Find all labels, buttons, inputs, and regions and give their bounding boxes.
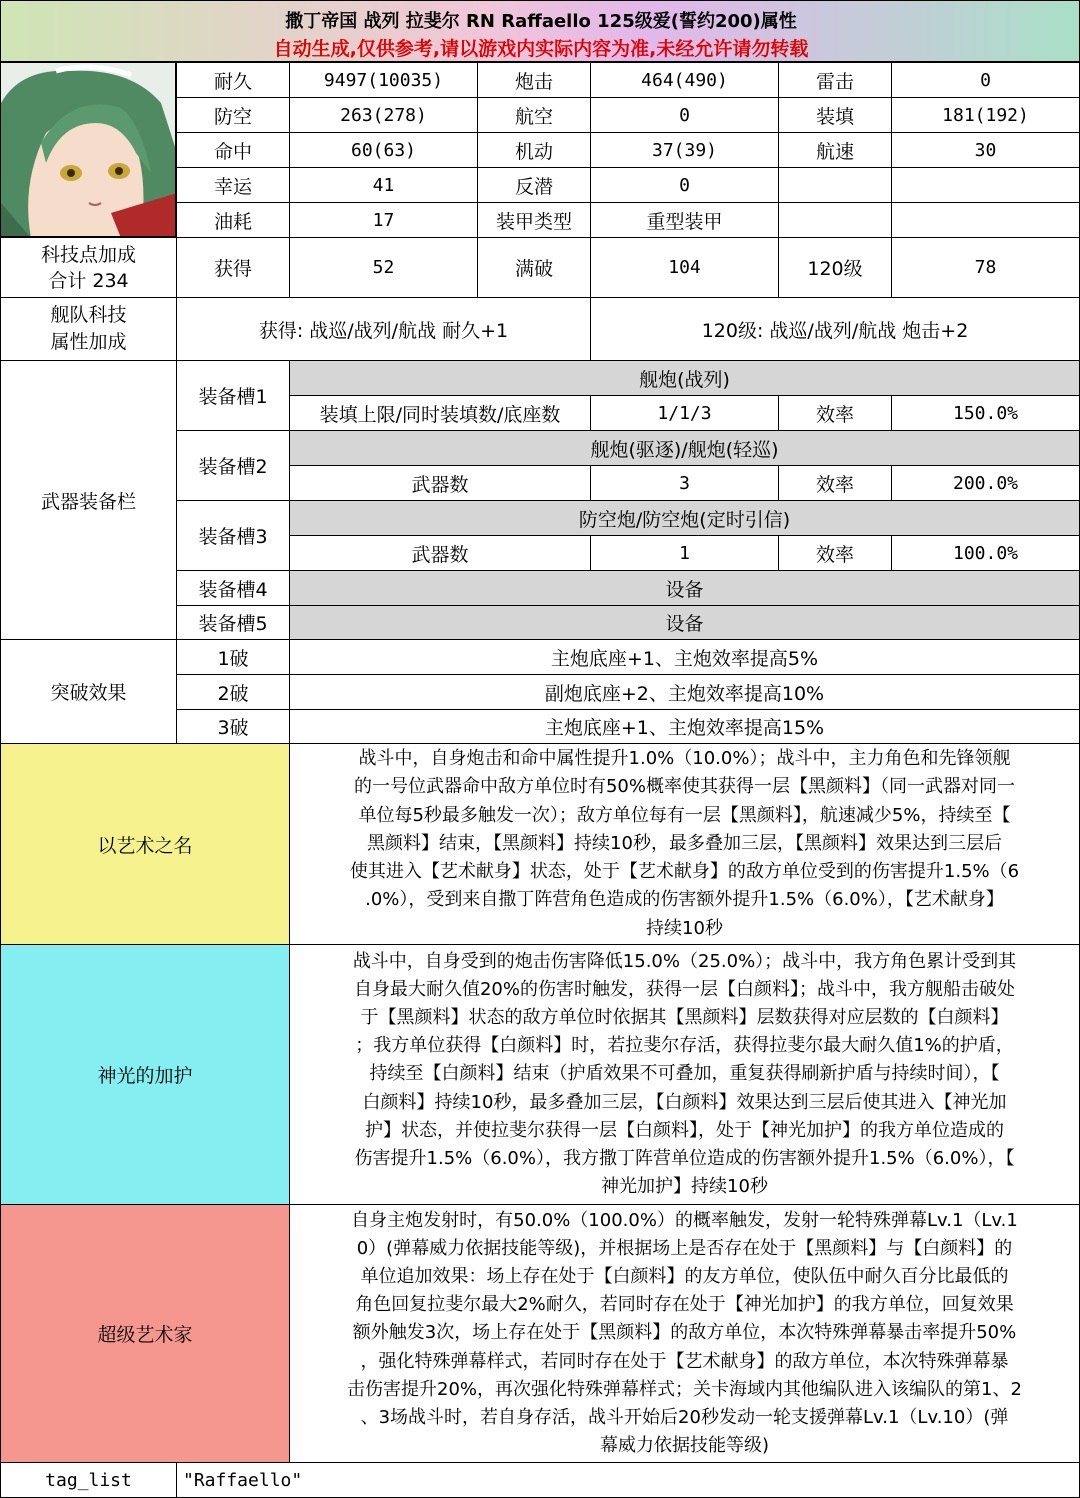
skill-text-line: 击伤害提升20%，再次强化特殊弹幕样式；关卡海域内其他编队进入该编队的第1、2	[347, 1378, 1022, 1400]
stat-row2-label-1: 防空	[176, 97, 290, 133]
slot3-value: 1	[590, 535, 779, 571]
slot4-type: 设备	[289, 570, 1080, 606]
stat-row1-label-3: 雷击	[778, 62, 892, 98]
skill-text-block	[350, 745, 1019, 942]
fleet-tech-level120: 120级: 战巡/战列/航战 炮击+2	[590, 297, 1080, 361]
stat-row5-value-2: 重型装甲	[590, 202, 779, 238]
slot2-efficiency-label: 效率	[778, 465, 892, 501]
slot2-desc: 武器数	[289, 465, 591, 501]
slot5-label: 装备槽5	[176, 605, 290, 640]
slot3-efficiency-label: 效率	[778, 535, 892, 571]
skill-text-line: .0%），受到来自撒丁阵营角色造成的伤害额外提升1.5%（6.0%），【艺术献身】	[365, 889, 1004, 911]
skill-text-line: 于【黑颜料】状态的敌方单位时依据其【黑颜料】层数获得对应层数的【白颜料】	[360, 1006, 1009, 1028]
skill-text-line: 神光加护】持续10秒	[601, 1176, 768, 1198]
stat-row4-label-3	[778, 167, 892, 203]
tag-list-label: tag_list	[0, 1462, 177, 1498]
skill-text-line: 的一号位武器命中敌方单位时有50%概率使其获得一层【黑颜料】（同一武器对同一	[353, 776, 1015, 798]
tech-obtain-value: 52	[289, 237, 478, 298]
stat-row1-label-1: 耐久	[176, 62, 290, 98]
character-portrait	[0, 62, 176, 237]
slot5-type: 设备	[289, 605, 1080, 640]
slot1-efficiency: 150.0%	[891, 395, 1080, 431]
stat-row3-value-2: 37(39)	[590, 132, 779, 168]
slot4-label: 装备槽4	[176, 570, 290, 606]
slot3-efficiency: 100.0%	[891, 535, 1080, 571]
stat-row2-value-1: 263(278)	[289, 97, 478, 133]
skill-text-line: 使其进入【艺术献身】状态，处于【艺术献身】的敌方单位受到的伤害提升1.5%（6	[349, 861, 1020, 883]
tech-points-title: 科技点加成	[40, 243, 136, 266]
stat-row2-value-3: 181(192)	[891, 97, 1080, 133]
slot2-efficiency: 200.0%	[891, 465, 1080, 501]
stat-row4-label-1: 幸运	[176, 167, 290, 203]
stat-row5-label-3	[778, 202, 892, 238]
skill-text-line: 持续至【白颜料】结束（护盾效果不可叠加，重复获得刷新护盾与持续时间），【	[369, 1063, 1000, 1085]
skill-3-description	[289, 1204, 1080, 1463]
slot1-label: 装备槽1	[176, 360, 290, 431]
skill-text-block	[353, 948, 1016, 1202]
tech-level120-value: 78	[891, 237, 1080, 298]
slot3-type: 防空炮/防空炮(定时引信)	[289, 500, 1080, 536]
fleet-tech-label	[0, 297, 177, 361]
skill-2-name: 神光的加护	[0, 944, 290, 1205]
stat-row5-label-1: 油耗	[176, 202, 290, 238]
stat-row2-label-2: 航空	[477, 97, 591, 133]
stat-row5-value-1: 17	[289, 202, 478, 238]
skill-text-line: 、3场战斗时，若自身存活，战斗开始后20秒发动一轮支援弹幕Lv.1（Lv.10）(弹	[360, 1407, 1009, 1428]
stat-row3-label-3: 航速	[778, 132, 892, 168]
breakthrough-effect-2: 副炮底座+2、主炮效率提高10%	[289, 674, 1080, 710]
slot1-value: 1/1/3	[590, 395, 779, 431]
slot3-desc: 武器数	[289, 535, 591, 571]
skill-text-line: 自身最大耐久值20%的伤害时触发，获得一层【白颜料】；战斗中，我方舰船击破处	[353, 978, 1015, 1000]
skill-text-line: 单位每5秒最多触发一次）；敌方单位每有一层【黑颜料】，航速减少5%，持续至【	[358, 804, 1011, 826]
skill-text-line: 角色回复拉斐尔最大2%耐久，若同时存在处于【神光加护】的我方单位，回复效果	[355, 1294, 1014, 1316]
stat-row5-label-2: 装甲类型	[477, 202, 591, 238]
tech-points-total: 合计 234	[48, 269, 129, 292]
stat-row3-value-1: 60(63)	[289, 132, 478, 168]
skill-text-line: 黑颜料】结束，【黑颜料】持续10秒，最多叠加三层，【黑颜料】效果达到三层后	[367, 832, 1002, 854]
skill-text-line: 单位追加效果：场上存在处于【白颜料】的友方单位，使队伍中耐久百分比最低的	[360, 1265, 1009, 1287]
skill-text-line: ；我方单位获得【白颜料】时，若拉斐尔存活，获得拉斐尔最大耐久值1%的护盾，	[355, 1035, 1014, 1057]
slot2-label: 装备槽2	[176, 430, 290, 501]
disclaimer-text: 自动生成,仅供参考,请以游戏内实际内容为准,未经允许请勿转载	[273, 38, 809, 60]
breakthrough-level-2: 2破	[176, 674, 290, 710]
skill-1-name: 以艺术之名	[0, 743, 290, 945]
skill-text-line: 战斗中，自身炮击和命中属性提升1.0%（10.0%）；战斗中，主力角色和先锋领舰	[358, 748, 1011, 770]
stat-row4-value-1: 41	[289, 167, 478, 203]
skill-text-line: 伤害提升1.5%（6.0%），我方撒丁阵营单位造成的伤害额外提升1.5%（6.0%），【	[354, 1148, 1015, 1169]
tech-maxlimit-value: 104	[590, 237, 779, 298]
skill-text-line: 战斗中，自身受到的炮击伤害降低15.0%（25.0%）；战斗中，我方角色累计受到其	[352, 950, 1017, 972]
skill-text-line: 持续10秒	[646, 917, 723, 939]
stat-row2-label-3: 装填	[778, 97, 892, 133]
stat-row1-value-1: 9497(10035)	[289, 62, 478, 98]
stat-row1-value-2: 464(490)	[590, 62, 779, 98]
tech-maxlimit-label: 满破	[477, 237, 591, 298]
skill-text-line: 0）(弹幕威力依据技能等级)，并根据场上是否存在处于【黑颜料】与【白颜料】的	[356, 1237, 1013, 1259]
fleet-tech-obtain: 获得: 战巡/战列/航战 耐久+1	[176, 297, 591, 361]
skill-3-name: 超级艺术家	[0, 1204, 290, 1463]
stat-row1-value-3: 0	[891, 62, 1080, 98]
skill-1-description	[289, 743, 1080, 945]
header-banner	[0, 0, 1080, 62]
breakthrough-level-3: 3破	[176, 709, 290, 744]
stat-row2-value-2: 0	[590, 97, 779, 133]
slot3-label: 装备槽3	[176, 500, 290, 571]
slot1-efficiency-label: 效率	[778, 395, 892, 431]
stat-row5-value-3	[891, 202, 1080, 238]
stat-row3-label-2: 机动	[477, 132, 591, 168]
skill-text-line: 额外触发3次，场上存在处于【黑颜料】的敌方单位，本次特殊弹幕暴击率提升50%	[352, 1322, 1017, 1344]
breakthrough-level-1: 1破	[176, 639, 290, 675]
stat-row4-label-2: 反潜	[477, 167, 591, 203]
slot2-value: 3	[590, 465, 779, 501]
stat-row4-value-3	[891, 167, 1080, 203]
weapon-slots-label: 武器装备栏	[0, 360, 177, 640]
stat-row3-label-1: 命中	[176, 132, 290, 168]
tech-obtain-label: 获得	[176, 237, 290, 298]
skill-text-line: 幕威力依据技能等级)	[599, 1435, 769, 1457]
tag-list-value: "Raffaello"	[176, 1462, 1080, 1498]
skill-text-line: ，强化特殊弹幕样式，若同时存在处于【艺术献身】的敌方单位，本次特殊弹幕暴	[360, 1350, 1009, 1372]
breakthrough-label: 突破效果	[0, 639, 177, 744]
slot1-type: 舰炮(战列)	[289, 360, 1080, 396]
character-portrait-icon	[1, 63, 176, 237]
breakthrough-effect-3: 主炮底座+1、主炮效率提高15%	[289, 709, 1080, 744]
stat-row1-label-2: 炮击	[477, 62, 591, 98]
fleet-tech-title: 舰队科技	[50, 304, 127, 326]
skill-text-line: 白颜料】持续10秒，最多叠加三层，【白颜料】效果达到三层后使其进入【神光加	[362, 1091, 1007, 1113]
breakthrough-effect-1: 主炮底座+1、主炮效率提高5%	[289, 639, 1080, 675]
tech-points-label	[0, 237, 177, 298]
page-title: 撒丁帝国 战列 拉斐尔 RN Raffaello 125级爱(誓约200)属性	[285, 11, 797, 32]
skill-2-description	[289, 944, 1080, 1205]
tech-level120-label: 120级	[778, 237, 892, 298]
fleet-tech-subtitle: 属性加成	[50, 331, 127, 353]
slot1-desc: 装填上限/同时装填数/底座数	[289, 395, 591, 431]
skill-text-line: 自身主炮发射时，有50.0%（100.0%）的概率触发，发射一轮特殊弹幕Lv.1（Lv.1	[351, 1209, 1018, 1231]
stat-row4-value-2: 0	[590, 167, 779, 203]
slot2-type: 舰炮(驱逐)/舰炮(轻巡)	[289, 430, 1080, 466]
skill-text-line: 护】状态，并使拉斐尔获得一层【白颜料】，处于【神光加护】的我方单位造成的	[365, 1119, 1004, 1141]
stat-row3-value-3: 30	[891, 132, 1080, 168]
skill-text-block	[347, 1207, 1022, 1461]
